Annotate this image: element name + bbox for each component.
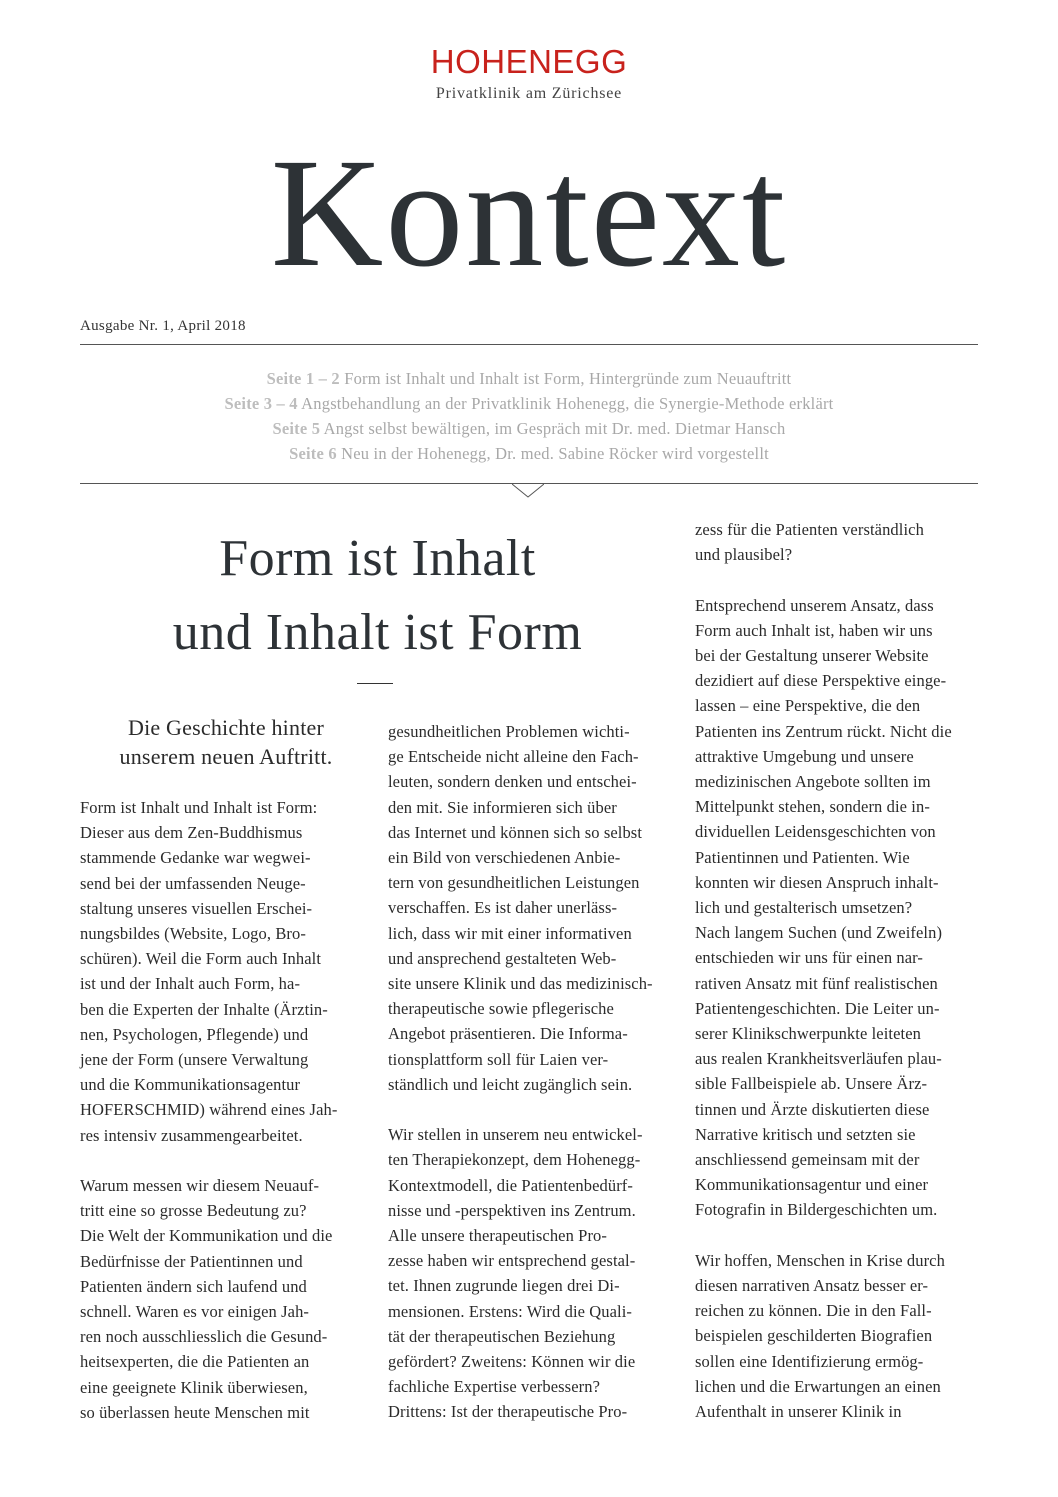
text-line: lich und gestalterisch umsetzen?	[695, 898, 913, 918]
text-line: Bedürfnisse der Patientinnen und	[80, 1251, 303, 1271]
text-line: das Internet und können sich so selbst	[388, 822, 643, 842]
text-line: diesen narrativen Ansatz besser er-	[695, 1276, 929, 1296]
text-line: schüren). Weil die Form auch Inhalt	[80, 949, 322, 969]
text-line: Alle unsere therapeutischen Pro-	[388, 1226, 607, 1246]
text-line: verschaffen. Es ist daher unerläss-	[388, 898, 618, 918]
text-line: Narrative kritisch und setzten sie	[695, 1124, 916, 1144]
text-line: und plausibel?	[695, 545, 793, 565]
text-line: ist und der Inhalt auch Form, ha-	[80, 974, 301, 994]
text-line: ben die Experten der Inhalte (Ärztin-	[80, 999, 328, 1019]
text-line: Angebot präsentieren. Die Informa-	[388, 1024, 628, 1044]
text-line: stammende Gedanke war wegwei-	[80, 848, 311, 868]
text-line: tionsplattform soll für Laien ver-	[388, 1049, 609, 1069]
toc-entry[interactable]	[80, 416, 978, 441]
text-line: serer Klinikschwerpunkte leiteten	[695, 1024, 921, 1044]
text-line: tritt eine so grosse Bedeutung zu?	[80, 1201, 307, 1221]
text-line: zess für die Patienten verständlich	[695, 520, 924, 539]
text-line: Nach langem Suchen (und Zweifeln)	[695, 923, 943, 943]
headline-dash	[357, 683, 393, 684]
text-line: sollen eine Identifizierung ermög-	[695, 1351, 924, 1371]
text-line: nisse und -perspektiven ins Zentrum.	[388, 1200, 636, 1220]
text-line: attraktive Umgebung und unsere	[695, 746, 914, 766]
text-line: und ansprechend gestalteten Web-	[388, 948, 617, 968]
toc-pages: Seite 1 – 2	[266, 369, 340, 388]
paragraph	[80, 795, 370, 1148]
toc-entry[interactable]	[80, 366, 978, 391]
text-line: ein Bild von verschiedenen Anbie-	[388, 848, 621, 868]
text-line: Form auch Inhalt ist, haben wir uns	[695, 620, 933, 640]
text-line: ren noch ausschliesslich die Gesund-	[80, 1327, 328, 1347]
text-line: Patientinnen und Patienten. Wie	[695, 847, 910, 867]
text-line: Kontextmodell, die Patientenbedürf-	[388, 1175, 633, 1195]
toc-pages: Seite 5	[272, 419, 321, 438]
text-line: anschliessend gemeinsam mit der	[695, 1150, 920, 1170]
paragraph	[388, 1122, 678, 1424]
paragraph	[80, 1173, 370, 1425]
text-line: tinnen und Ärzte diskutierten diese	[695, 1099, 930, 1119]
text-line: lichen und die Erwartungen an einen	[695, 1376, 941, 1396]
text-line: heitsexperten, die die Patienten an	[80, 1352, 310, 1372]
text-line: Kommunikationsagentur und einer	[695, 1175, 929, 1195]
text-line: lich, dass wir mit einer informativen	[388, 923, 632, 943]
text-line: jene der Form (unsere Verwaltung	[80, 1050, 309, 1070]
text-line: fachliche Expertise verbessern?	[388, 1377, 600, 1397]
table-of-contents	[80, 366, 978, 466]
text-line: zesse haben wir entsprechend gestal-	[388, 1251, 636, 1271]
text-line: entschieden wir uns für einen nar-	[695, 948, 924, 968]
text-line: mensionen. Erstens: Wird die Quali-	[388, 1301, 633, 1321]
text-line: Wir stellen in unserem neu entwickel-	[388, 1125, 643, 1145]
article-subhead	[80, 713, 372, 771]
headline-line: Form ist Inhalt	[219, 530, 536, 587]
text-line: Patientengeschichten. Die Leiter un-	[695, 998, 940, 1018]
paragraph	[695, 1248, 980, 1424]
text-line: Mittelpunkt stehen, sondern die in-	[695, 797, 930, 817]
brand-logo: HOHENEGG	[430, 43, 628, 80]
text-line: reichen zu können. Die in den Fall-	[695, 1301, 932, 1321]
text-line: ten Therapiekonzept, dem Hohenegg-	[388, 1150, 641, 1170]
text-line: Patienten ändern sich laufend und	[80, 1276, 307, 1296]
text-line: tet. Ihnen zugrunde liegen drei Di-	[388, 1276, 620, 1296]
article-column-2	[388, 719, 678, 1450]
text-line: Die Welt der Kommunikation und die	[80, 1226, 333, 1246]
toc-entry[interactable]	[80, 441, 978, 466]
text-line: gesundheitlichen Problemen wichti-	[388, 722, 630, 741]
text-line: gefördert? Zweitens: Können wir die	[388, 1352, 636, 1372]
text-line: eine geeignete Klinik überwiesen,	[80, 1377, 308, 1397]
masthead-title: Kontext	[270, 126, 788, 299]
paragraph	[695, 517, 980, 567]
toc-text: Form ist Inhalt und Inhalt ist Form, Hintergründe zum Neuauftritt	[344, 369, 792, 388]
toc-pages: Seite 3 – 4	[224, 394, 298, 413]
text-line: HOFERSCHMID) während eines Jah-	[80, 1100, 338, 1120]
brand-subtitle: Privatklinik am Zürichsee	[435, 85, 623, 102]
text-line: nungsbildes (Website, Logo, Bro-	[80, 924, 306, 944]
text-line: staltung unseres visuellen Erschei-	[80, 898, 313, 918]
text-line: und die Kommunikationsagentur	[80, 1075, 301, 1095]
text-line: konnten wir diesen Anspruch inhalt-	[695, 872, 939, 892]
toc-text: Angst selbst bewältigen, im Gespräch mit Dr. med. Dietmar Hansch	[323, 419, 786, 438]
text-line: bei der Gestaltung unserer Website	[695, 646, 929, 665]
text-line: therapeutische sowie pflegerische	[388, 999, 614, 1019]
text-line: den mit. Sie informieren sich über	[388, 797, 617, 817]
text-line: sible Fallbeispiele ab. Unsere Ärz-	[695, 1074, 928, 1094]
text-line: dezidiert auf diese Perspektive einge-	[695, 671, 947, 691]
subhead-line: unserem neuen Auftritt.	[119, 744, 333, 769]
text-line: Aufenthalt in unserer Klinik in	[695, 1402, 902, 1422]
text-line: send bei der umfassenden Neuge-	[80, 873, 306, 893]
text-line: schnell. Waren es vor einigen Jah-	[80, 1302, 310, 1322]
text-line: Fotografin in Bildergeschichten um.	[695, 1200, 938, 1220]
headline-line: und Inhalt ist Form	[172, 604, 583, 661]
top-divider	[80, 344, 978, 345]
text-line: dividuellen Leidensgeschichten von	[695, 822, 936, 842]
toc-text: Angstbehandlung an der Privatklinik Hohenegg, die Synergie-Methode erklärt	[301, 394, 834, 413]
article-column-1	[80, 795, 370, 1450]
article-column-3	[695, 517, 980, 1449]
text-line: aus realen Krankheitsverläufen plau-	[695, 1049, 942, 1069]
text-line: res intensiv zusammengearbeitet.	[80, 1125, 303, 1145]
text-line: Warum messen wir diesem Neuauf-	[80, 1176, 320, 1196]
text-line: medizinischen Angebote sollten im	[695, 772, 931, 792]
text-line: leuten, sondern denken und entschei-	[388, 772, 637, 792]
text-line: lassen – eine Perspektive, die den	[695, 696, 921, 716]
text-line: Wir hoffen, Menschen in Krise durch	[695, 1250, 945, 1270]
toc-pages: Seite 6	[289, 444, 337, 463]
article-headline	[80, 522, 675, 670]
text-line: tern von gesundheitlichen Leistungen	[388, 873, 640, 893]
text-line: rativen Ansatz mit fünf realistischen	[695, 973, 938, 993]
text-line: Patienten ins Zentrum rückt. Nicht die	[695, 721, 952, 741]
toc-text: Neu in der Hohenegg, Dr. med. Sabine Röcker wird vorgestellt	[341, 444, 769, 463]
text-line: Drittens: Ist der therapeutische Pro-	[388, 1402, 628, 1422]
text-line: Dieser aus dem Zen-Buddhismus	[80, 823, 303, 843]
text-line: tät der therapeutischen Beziehung	[388, 1326, 616, 1346]
text-line: so überlassen heute Menschen mit	[80, 1402, 310, 1422]
toc-entry[interactable]	[80, 391, 978, 416]
text-line: Entsprechend unserem Ansatz, dass	[695, 595, 934, 615]
text-line: ständlich und leicht zugänglich sein.	[388, 1074, 633, 1094]
subhead-line: Die Geschichte hinter	[127, 715, 324, 740]
text-line: Form ist Inhalt und Inhalt ist Form:	[80, 798, 318, 817]
paragraph	[388, 719, 678, 1097]
text-line: nen, Psychologen, Pflegende) und	[80, 1024, 309, 1044]
issue-line: Ausgabe Nr. 1, April 2018	[80, 318, 246, 334]
text-line: ge Entscheide nicht alleine den Fach-	[388, 747, 639, 767]
text-line: beispielen geschilderten Biografien	[695, 1326, 933, 1346]
text-line: site unsere Klinik und das medizinisch-	[388, 974, 653, 994]
paragraph	[695, 593, 980, 1223]
